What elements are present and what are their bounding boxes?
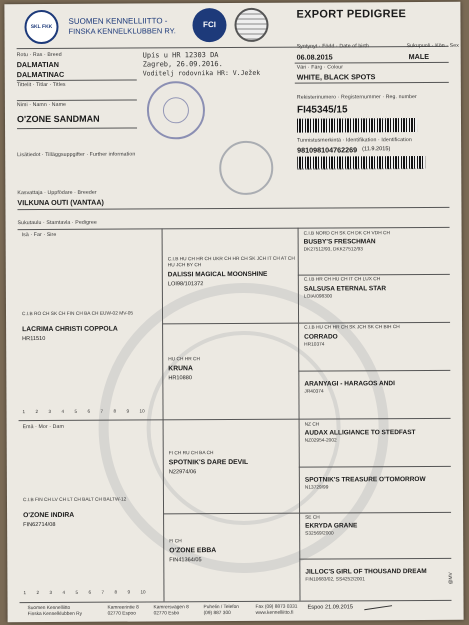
sire-label: Isä · Far · Sire (21, 231, 57, 239)
sss-name: BUSBY'S FRESCHMAN (303, 238, 376, 246)
issue-place-date: Espoo 21.09.2015 (307, 604, 353, 611)
colour-label: Väri · Färg · Colour (296, 64, 344, 71)
sdd-name: ARANYAGI - HARAGOS ANDI (304, 380, 395, 388)
ddd-reg: FIN10683/02, SS4252/2001 (305, 577, 365, 583)
registration-stamp-line2: Zagreb, 26.09.2016. (142, 60, 223, 69)
name-label: Nimi · Namn · Name (16, 101, 67, 109)
dam-sire-reg: N22974/06 (168, 469, 197, 476)
ssd-name: SALSUSA ETERNAL STAR (303, 285, 387, 293)
reg-barcode (297, 118, 417, 133)
sire-sire-reg: LOI98/101372 (167, 281, 204, 288)
sire-dam-titles: HU CH HR CH (168, 357, 200, 363)
side-code: @MV (448, 572, 454, 585)
footer-col5b: www.kennelliitto.fi (255, 610, 294, 616)
additional-info-label: Lisätiedot · Tilläggsuppgifter · Further information (17, 151, 136, 159)
sss-titles: C.I.B NORD CH SK CH DK CH VDH CH (303, 231, 390, 237)
dam-reg: FIN62714/08 (23, 521, 56, 529)
fci-text: FCI (203, 20, 216, 30)
sex-label: Sukupuoli · Kön · Sex (406, 42, 459, 50)
sire-dam-name: KRUNA (168, 365, 193, 373)
breed-value: DALMATIAN (16, 59, 59, 70)
globe-logo (234, 8, 268, 42)
kennel-club-logo (24, 10, 58, 44)
footer-col4b: (09) 887 300 (203, 611, 231, 617)
dam-dam-name: O'ZONE EBBA (169, 547, 217, 555)
sire-results-row: 1 2 3 4 5 6 7 8 9 10 (22, 408, 145, 415)
sire-reg: HR11510 (22, 335, 46, 343)
footer-col1b: Finska Kennelklubben Ry (27, 611, 83, 618)
registration-stamp-line3: Voditelj rodovnika HR: V.Ježek (142, 68, 261, 78)
dsd-name: SPOTNIK'S TREASURE O'TOMORROW (304, 475, 426, 484)
fci-logo (192, 8, 226, 42)
dsd-reg: N13729/99 (304, 485, 329, 491)
dob-value: 06.08.2015 (296, 52, 333, 62)
chip-barcode (297, 156, 425, 170)
sire-dam-reg: HR10880 (168, 375, 193, 382)
sss-reg: DK27512/93, DKK27512/93 (303, 247, 363, 253)
sds-titles: C.I.B HU CH HR CH SK JCH SK CH BIH CH (304, 325, 400, 331)
dss-reg: NZ02954-2002 (304, 438, 337, 444)
footer-col2a: Kamreerintie 8 (107, 605, 139, 611)
registration-stamp-line1: Upis u HR 12303 DA (142, 51, 219, 60)
dds-titles: SE CH (305, 515, 320, 521)
footer-col3a: Kamrersvägen 8 (153, 605, 189, 611)
sire-titles: C.I.B RO CH SK CH FIN CH BA CH EUW-02 MV-05 (21, 311, 134, 318)
org-name-line2: FINSKA KENNELKLUBBEN RY. (68, 26, 176, 36)
reg-label: Rekisterinumero · Registernummer · Reg. number (296, 94, 417, 101)
id-label: Tunnistusmerkintä · Identifikation · Identification (297, 137, 412, 144)
breeder-label: Kasvattaja · Uppfödare · Breeder (17, 189, 97, 197)
sire-name: LACRIMA CHRISTI COPPOLA (22, 325, 118, 334)
ssd-reg: LOIA/098300 (303, 294, 333, 300)
logo-text: SKL FKK (30, 23, 53, 31)
ssd-titles: C.I.B HR CH HU CH IT CH LUX CH (303, 277, 381, 283)
hks-stamp (147, 81, 205, 139)
dam-results-row: 1 2 3 4 5 6 7 8 9 10 (23, 589, 146, 596)
signature (363, 596, 392, 610)
breeder-value: VILKUNA OUTI (VANTAA) (17, 197, 104, 208)
dds-name: EKRYDA GRANE (305, 522, 358, 530)
pedigree-document (4, 2, 463, 622)
footer-col4a: Puhelin / Telefon (203, 604, 239, 611)
breed-value-hr: DALMATINAC (16, 69, 65, 80)
dds-reg: S32569/2000 (305, 531, 334, 537)
sire-sire-titles: C.I.B HU CH HR CH UKR CH HR CH SK JCH IT CH AT CH HU JCH BY CH (167, 256, 295, 269)
dam-sire-name: SPOTNIK'S DARE DEVIL (168, 458, 249, 467)
dam-sire-titles: FI CH RU CH BA CH (168, 451, 214, 457)
sdd-reg: JR40374 (304, 389, 324, 395)
dss-name: AUDAX ALLIGIANCE TO STEDFAST (304, 429, 416, 437)
sex-value: MALE (408, 51, 430, 62)
ddd-name: JILLOC'S GIRL OF THOUSAND DREAM (305, 567, 427, 576)
sire-sire-name: DALISSI MAGICAL MOONSHINE (167, 270, 268, 279)
dam-name: O'ZONE INDIRA (23, 511, 75, 520)
breed-label: Rotu · Ras · Breed (16, 51, 62, 59)
sds-name: CORRADO (304, 333, 338, 341)
footer-col1a: Suomen Kennelliitto (27, 605, 71, 612)
footer-col2b: 02770 Espoo (107, 611, 136, 617)
chip-value: 981098104762269 (297, 145, 358, 155)
dam-dam-reg: FIN41364/05 (169, 557, 202, 564)
croatian-kennel-stamp (219, 141, 273, 195)
footer-col5a: Fax (09) 8873 0331 (255, 604, 298, 610)
reg-value: FI45345/15 (296, 104, 348, 116)
dob-label: Syntynyt · Född · Date of birth (296, 43, 369, 50)
dog-name: O'ZONE SANDMAN (16, 113, 100, 125)
document-title: EXPORT PEDIGREE (296, 8, 407, 21)
org-name-line1: SUOMEN KENNELLIITTO - (68, 16, 168, 26)
titles-label: Tittelit · Titlar · Titles (16, 81, 66, 89)
dam-dam-titles: FI CH (169, 539, 182, 545)
pedigree-label: Sukutaulu · Stamtavla · Pedigree (17, 219, 97, 227)
dam-label: Emä · Mor · Dam (22, 423, 64, 431)
footer-col3b: 02770 Esbo (153, 611, 180, 617)
colour-value: WHITE, BLACK SPOTS (296, 72, 376, 82)
sds-reg: HR10374 (304, 342, 325, 348)
chip-date: (11.9.2015) (362, 146, 391, 153)
dss-titles: NZ CH (304, 422, 320, 428)
dam-titles: C.I.B FIN CH LV CH LT CH BALT CH BALTW-12 (22, 497, 127, 504)
